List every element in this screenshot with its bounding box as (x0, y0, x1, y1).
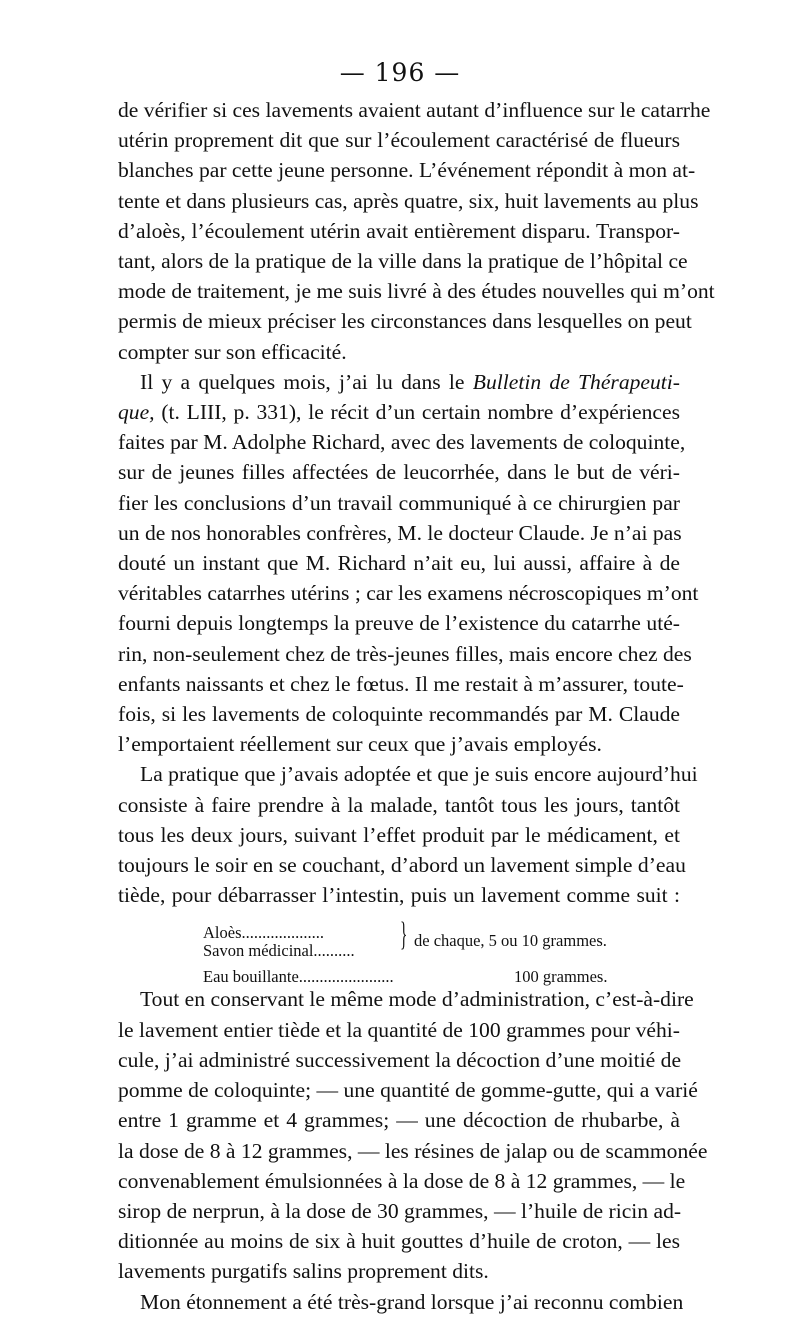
text-line: tant, alors de la pratique de la ville dans la pratique de l’hôpital ce (118, 249, 688, 274)
text-line: blanches par cette jeune personne. L’événement répondit à mon at- (118, 158, 696, 183)
text-line: fois, si les lavements de coloquinte recommandés par M. Claude (118, 702, 680, 727)
curly-brace-icon: } (400, 916, 408, 954)
text-line: lavements purgatifs salins proprement dits. (118, 1259, 489, 1284)
text-line: la dose de 8 à 12 grammes, — les résines de jalap ou de scammonée (118, 1138, 708, 1163)
text-line: tente et dans plusieurs cas, après quatre, six, huit lavements au plus (118, 188, 699, 213)
text-line: véritables catarrhes utérins ; car les examens nécroscopiques m’ont (118, 581, 699, 606)
text-line: utérin proprement dit que sur l’écoulement caractérisé de flueurs (118, 128, 680, 153)
text-line: convenablement émulsionnées à la dose de 8 à 12 grammes, — le (118, 1168, 686, 1193)
text-fragment: Il y a quelques mois, j’ai lu dans le (140, 369, 473, 394)
text-line: faites par M. Adolphe Richard, avec des lavements de coloquinte, (118, 430, 686, 455)
page-number: — 196 — (339, 58, 461, 87)
journal-title: que, (118, 400, 155, 425)
text-line: ditionnée au moins de six à huit gouttes d’huile de croton, — les (118, 1229, 680, 1254)
recipe-ingredient-soap: Savon médicinal.......... (203, 941, 355, 961)
page-body (118, 95, 715, 1317)
text-line: douté un instant que M. Richard n’ait eu, lui aussi, affaire à de (118, 551, 680, 576)
recipe-ingredient-water: Eau bouillante....................... (203, 967, 394, 987)
recipe-ingredient-aloes: Aloès.................... (203, 923, 324, 943)
text-line: fourni depuis longtemps la preuve de l’existence du catarrhe uté- (118, 611, 680, 636)
paragraph-3 (118, 759, 698, 910)
text-line: de vérifier si ces lavements avaient autant d’influence sur le catarrhe (118, 98, 711, 122)
recipe-water-amount: 100 grammes. (514, 967, 608, 987)
text-fragment: (t. LIII, p. 331), le récit d’un certain nombre d’expériences (154, 400, 680, 425)
text-line: sirop de nerprun, à la dose de 30 grammes, — l’huile de ricin ad- (118, 1198, 682, 1223)
text-line: La pratique que j’avais adoptée et que je suis encore aujourd’hui (140, 762, 698, 787)
text-line: compter sur son efficacité. (118, 339, 347, 364)
journal-title: Bulletin de Thérapeuti- (472, 369, 681, 394)
text-line: Tout en conservant le même mode d’administration, c’est-à-dire (140, 987, 694, 1012)
recipe-dose: de chaque, 5 ou 10 grammes. (414, 931, 607, 951)
text-line: mode de traitement, je me suis livré à des études nouvelles qui m’ont (118, 279, 715, 304)
text-line: permis de mieux préciser les circonstances dans lesquelles on peut (118, 309, 692, 334)
text-line (118, 397, 680, 427)
text-line: sur de jeunes filles affectées de leucorrhée, dans le but de véri- (118, 460, 680, 485)
text-line: Mon étonnement a été très-grand lorsque j’ai reconnu combien (140, 1289, 684, 1314)
text-line: tous les deux jours, suivant l’effet produit par le médicament, et (118, 822, 680, 847)
text-line: le lavement entier tiède et la quantité de 100 grammes pour véhi- (118, 1017, 680, 1042)
paragraph-5 (118, 1287, 684, 1317)
text-line: pomme de coloquinte; — une quantité de gomme-gutte, qui a varié (118, 1078, 698, 1103)
paragraph-4 (118, 984, 708, 1286)
text-line: rin, non-seulement chez de très-jeunes filles, mais encore chez des (118, 641, 692, 666)
recipe-formula (118, 916, 680, 987)
text-line: fier les conclusions d’un travail communiqué à ce chirurgien par (118, 490, 680, 515)
text-line: consiste à faire prendre à la malade, tantôt tous les jours, tantôt (118, 792, 680, 817)
text-line: entre 1 gramme et 4 grammes; — une décoction de rhubarbe, à (118, 1108, 680, 1133)
text-line (118, 367, 680, 397)
text-line: un de nos honorables confrères, M. le docteur Claude. Je n’ai pas (118, 520, 682, 545)
paragraph-2 (118, 367, 699, 760)
text-line: l’emportaient réellement sur ceux que j’avais employés. (118, 732, 602, 757)
text-line: enfants naissants et chez le fœtus. Il me restait à m’assurer, toute- (118, 671, 684, 696)
text-line: tiède, pour débarrasser l’intestin, puis un lavement comme suit : (118, 883, 680, 908)
paragraph-1 (118, 95, 715, 367)
text-line: toujours le soir en se couchant, d’abord un lavement simple d’eau (118, 853, 686, 878)
text-line: cule, j’ai administré successivement la décoction d’une moitié de (118, 1047, 682, 1072)
text-line: d’aloès, l’écoulement utérin avait entièrement disparu. Transpor- (118, 218, 680, 243)
